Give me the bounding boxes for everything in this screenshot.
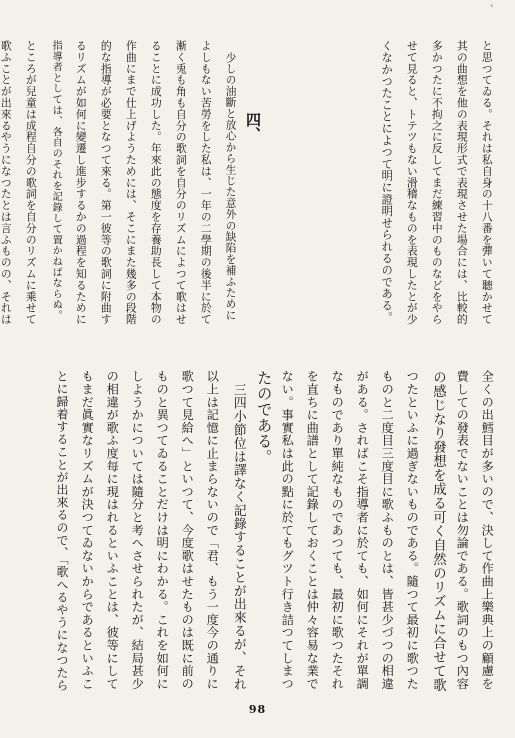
text-column: ない。事實私は此の點に於てもグツト行き詰つてしまつ [280, 370, 295, 690]
text-column: 全くの出鱈目が多いので、決して作曲上樂典上の顧慮を [480, 370, 495, 690]
text-column: たのである。 [255, 370, 274, 465]
corner-mark: ° [490, 4, 494, 12]
text-column: 指導者としては、各自のそれを記錄して置かねばならぬ。 [50, 40, 62, 321]
section-heading: 四、 [244, 112, 262, 142]
text-column: 少しの油斷と放心から生じた意外の缺陷を補ふために [224, 52, 237, 321]
text-column: もまだ眞實なリズムが決つてゐないからであるといふこ [80, 370, 95, 690]
text-column: を直ちに曲譜として記錄しておくことは仲々容易な業で [305, 370, 320, 690]
text-column: と思つてゐる。それは私自身の十八番を彈いて聽かせて [480, 40, 494, 325]
text-column: 作曲にまで仕上げようためには、そこにまた幾多の段階 [124, 40, 138, 325]
text-column: くなかつたことによつて明に證明せられるのである。 [380, 40, 394, 324]
text-column: ところが兒童は成程自分の歌詞を自分のリズムに乘せて [24, 40, 38, 325]
text-column: 漸く兎も角も自分の歌詞を自分のリズムによつて歌はせ [174, 40, 188, 325]
text-column: とに歸着することが出來るので、「歌へるやうになつたら [55, 370, 69, 692]
text-column: の相違が歌ふ度每に現はれるといふことは、彼等にして [105, 370, 120, 690]
text-column: 歌つて見給へ」といつて、今度歌はせたものは既に前の [180, 370, 195, 690]
text-column: 其の曲想を他の表現形式で表現させた場合には、比較的 [455, 40, 469, 325]
text-column: なものであり單純なものであつても、最初に歌つたそれ [330, 370, 345, 690]
text-column: ものと二度目三度目に歌ふものとは、皆甚少づつの相違 [380, 370, 395, 690]
page-number: 98 [248, 703, 267, 716]
text-column: 多かつたに不拘之に反してまだ練習中のものなどをやら [430, 40, 444, 325]
text-column: ることに成功した。年來此の態度を存養助長して本物の [149, 40, 163, 325]
text-column: 費しての發表でないことは勿論である。歌詞のもつ內容 [455, 370, 470, 690]
text-column: 歌ふことが出來るやうになつたとは言ふものの、それは [0, 40, 13, 325]
text-column: の感じなり發想を成る可く自然のリズムに合せて歌 [430, 370, 446, 692]
text-column: 三四小節位は譯なく記錄することが出來るが、それ [230, 383, 246, 692]
text-column: ものと異つてゐることだけは明にわかる。これを如何に [155, 370, 170, 690]
text-column: よしもない苦勞をした私は、一年の二學期の後半に於て [199, 40, 213, 325]
text-column: つたといふに過ぎないものである。隨つて最初に歌つた [405, 370, 420, 690]
text-column: 以上は記憶に止まらないので「君、もう一度今の通りに [205, 370, 220, 690]
text-column: るリズムが如何に變遷し進步するかの過程を知るために [74, 40, 88, 325]
text-column: せて見ると、トテツもない滑稽なものを表現したとが少 [405, 40, 419, 325]
text-column: がある。さればこそ指導者に於ても、如何にそれが單調 [355, 370, 370, 690]
text-column: 的な指導が必要となつて來る。第一彼等の歌詞に附曲す [99, 40, 113, 325]
text-column: しようかについては隨分と考へさせられたが、結局甚少 [130, 370, 145, 690]
